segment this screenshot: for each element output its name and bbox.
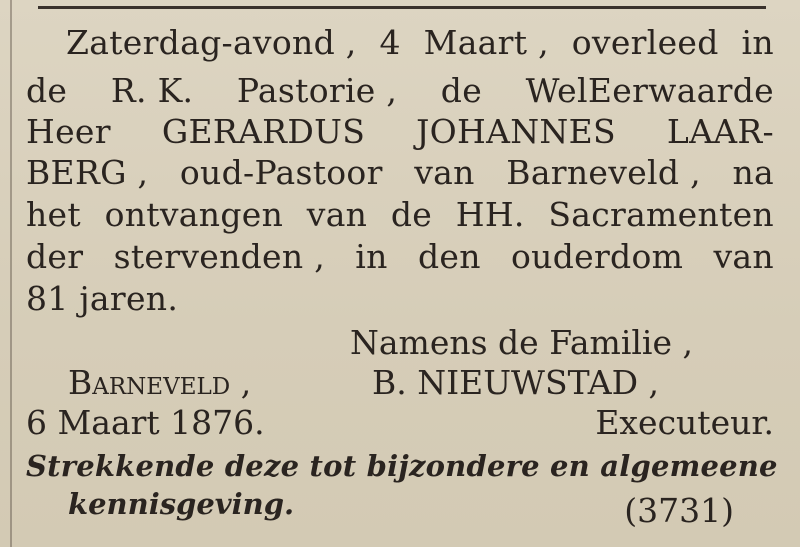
word: der xyxy=(26,237,84,276)
word: na xyxy=(732,153,774,192)
word: Zaterdag-avond , xyxy=(66,23,357,62)
word: Maart , xyxy=(423,23,549,62)
word: Barneveld , xyxy=(506,153,701,192)
word: 4 xyxy=(379,23,401,62)
signatory-name: B. NIEUWSTAD , xyxy=(372,363,660,402)
word: Pastorie , xyxy=(236,71,398,110)
word: ontvangen xyxy=(104,195,284,234)
word: overleed xyxy=(571,23,719,62)
word: Sacramenten xyxy=(548,195,774,234)
word: BERG , xyxy=(26,153,149,192)
word: in xyxy=(741,23,774,62)
word: WelEerwaarde xyxy=(525,71,774,110)
place-name: Barneveld , xyxy=(68,363,252,402)
word: GERARDUS xyxy=(161,112,366,151)
word: 81 jaren. xyxy=(26,279,179,318)
footer-line-1: Strekkende deze tot bijzondere en algemeene xyxy=(26,449,778,483)
notice-line-3 xyxy=(26,112,774,151)
word: in xyxy=(355,237,388,276)
word: het xyxy=(26,195,81,234)
word: HH. xyxy=(455,195,525,234)
word: ouderdom xyxy=(511,237,684,276)
notice-line-6 xyxy=(26,237,774,276)
word: oud-Pastoor xyxy=(179,153,383,192)
word: de xyxy=(390,195,433,234)
reference-number: (3731) xyxy=(624,491,734,530)
word: van xyxy=(713,237,774,276)
signatory-role: Executeur. xyxy=(595,403,774,442)
word: stervenden , xyxy=(113,237,326,276)
notice-line-2 xyxy=(26,71,774,110)
word: de xyxy=(26,71,68,110)
word: de xyxy=(440,71,483,110)
notice-date: 6 Maart 1876. xyxy=(26,403,265,442)
signature-intro: Namens de Familie , xyxy=(350,323,693,362)
word: van xyxy=(306,195,368,234)
notice-line-1 xyxy=(66,23,774,62)
word: R. K. xyxy=(110,71,194,110)
clipping-edge xyxy=(10,0,12,547)
word: den xyxy=(417,237,481,276)
notice-line-7 xyxy=(26,279,774,318)
footer-line-2: kennisgeving. xyxy=(68,487,295,521)
notice-line-4 xyxy=(26,153,774,192)
word: JOHANNES xyxy=(416,112,616,151)
word: LAAR- xyxy=(666,112,774,151)
word: van xyxy=(414,153,475,192)
word: Heer xyxy=(26,112,111,151)
notice-line-5 xyxy=(26,195,774,234)
top-rule xyxy=(38,6,766,9)
